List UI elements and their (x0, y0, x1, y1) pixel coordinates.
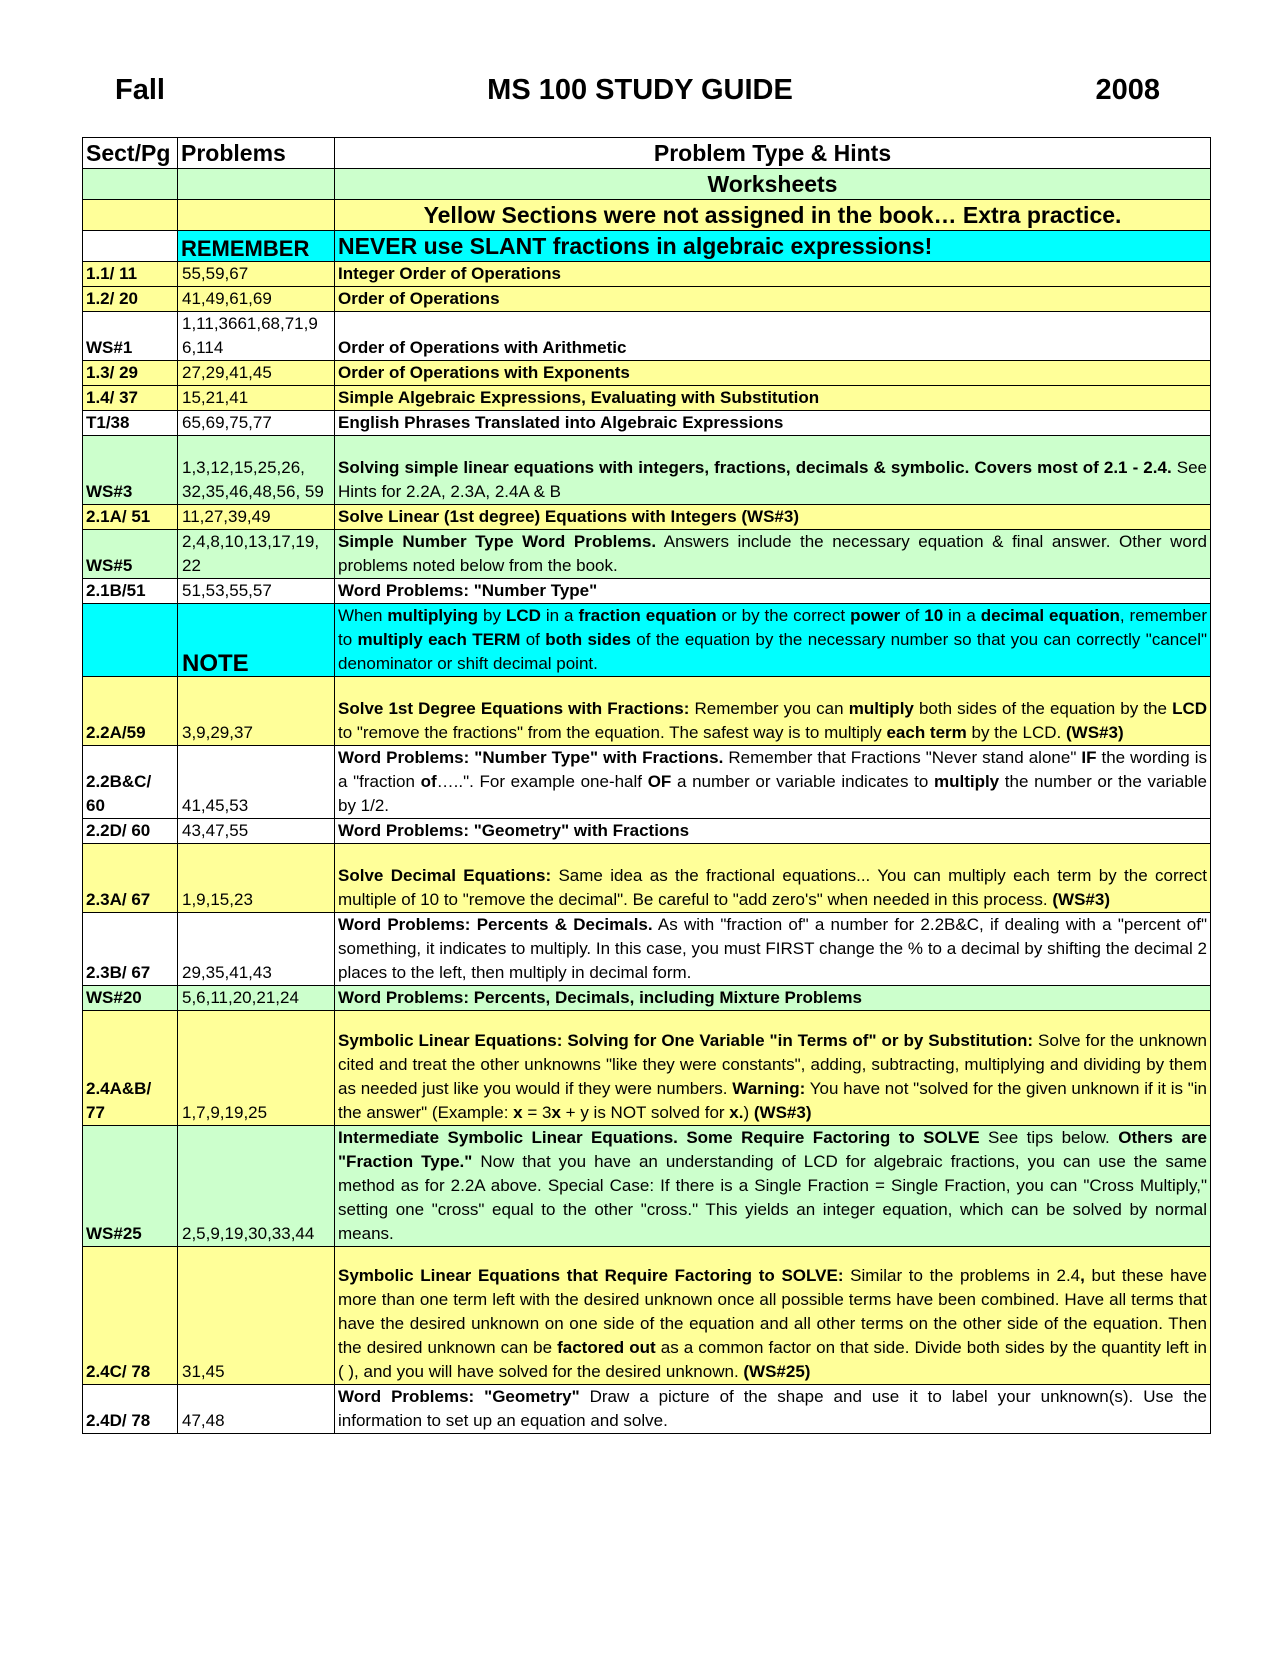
table-row (83, 386, 1211, 411)
text-run: When (338, 606, 388, 625)
text-run: in a (540, 606, 579, 625)
bold-text-run: IF (1081, 748, 1097, 767)
section-page-cell: 2.3A/ 67 (83, 844, 178, 913)
problem-type-hints-cell (335, 287, 1211, 312)
remember-blank-cell (83, 231, 178, 262)
table-row (83, 262, 1211, 287)
table-row (83, 986, 1211, 1011)
column-header-problems: Problems (178, 138, 335, 169)
year-label: 2008 (1095, 74, 1160, 106)
problem-type-hints-cell (335, 262, 1211, 287)
section-page-cell: 2.1A/ 51 (83, 505, 178, 530)
bold-text-run: Intermediate Symbolic Linear Equations. Some Require Factoring to SOLVE (338, 1128, 980, 1147)
problems-cell: 55,59,67 (178, 262, 335, 287)
column-header-sect: Sect/Pg (83, 138, 178, 169)
table-row (83, 361, 1211, 386)
bold-text-run: x. (729, 1103, 744, 1122)
problems-cell: 2,4,8,10,13,17,19, 22 (178, 530, 335, 579)
text-run: Draw a picture of the shape and use it to label your unknown(s). Use the information to set up an equation and solve. (338, 1387, 1207, 1430)
text-run: Answers include the necessary equation & final answer. Other word problems noted below from the book. (338, 532, 1207, 575)
bold-text-run: Symbolic Linear Equations: Solving for One Variable "in Terms of" or by Substitution: (338, 1031, 1034, 1050)
table-row (83, 1247, 1211, 1385)
table-row (83, 844, 1211, 913)
section-page-cell: 2.4C/ 78 (83, 1247, 178, 1385)
bold-text-run: multiply each TERM (357, 630, 521, 649)
bold-text-run: factored out (557, 1338, 656, 1357)
table-row (83, 1385, 1211, 1434)
remember-label: REMEMBER (178, 231, 335, 262)
problem-type-hints-cell (335, 677, 1211, 746)
text-run: or by the correct (716, 606, 851, 625)
bold-text-run: each term (886, 723, 967, 742)
text-run: as a common factor on that side. Divide both sides by the quantity left in ( ), and you will have solved for the desired unknown. (338, 1338, 1208, 1381)
bold-text-run: x (513, 1103, 523, 1122)
bold-text-run: Order of Operations (338, 289, 500, 308)
bold-text-run: LCD (1172, 699, 1208, 718)
text-run: , remember to (338, 606, 1208, 649)
text-run: by the LCD. (966, 723, 1066, 742)
bold-text-run: (WS#3) (1066, 723, 1124, 742)
section-page-cell: 1.1/ 11 (83, 262, 178, 287)
bold-text-run: (WS#3) (1052, 890, 1110, 909)
page-header (0, 74, 1280, 114)
worksheets-label: Worksheets (335, 169, 1211, 200)
text-run: of (520, 630, 546, 649)
yellow-note-blank-cell (83, 200, 178, 231)
section-page-cell: 1.4/ 37 (83, 386, 178, 411)
bold-text-run: Solve Linear (1st degree) Equations with Integers (WS#3) (338, 507, 799, 526)
yellow-note-row (83, 200, 1211, 231)
problem-type-hints-cell (335, 819, 1211, 844)
text-run: Remember that Fractions "Never stand alone" (723, 748, 1082, 767)
problems-cell: 43,47,55 (178, 819, 335, 844)
table-row (83, 604, 1211, 677)
yellow-note-blank-cell (178, 200, 335, 231)
text-run: Similar to the problems in 2.4 (843, 1266, 1081, 1285)
problem-type-hints-cell (335, 1126, 1211, 1247)
text-run: ) (743, 1103, 754, 1122)
bold-text-run: Others are "Fraction Type." (338, 1128, 1207, 1171)
text-run: See Hints for 2.2A, 2.3A, 2.4A & B (338, 458, 1207, 501)
problems-cell: 1,7,9,19,25 (178, 1011, 335, 1126)
problem-type-hints-cell (335, 844, 1211, 913)
problem-type-hints-cell (335, 436, 1211, 505)
table-row (83, 530, 1211, 579)
table-row (83, 411, 1211, 436)
section-page-cell: 2.2A/59 (83, 677, 178, 746)
section-page-cell: 2.4D/ 78 (83, 1385, 178, 1434)
section-page-cell: T1/38 (83, 411, 178, 436)
problem-type-hints-cell (335, 386, 1211, 411)
bold-text-run: multiply (848, 699, 914, 718)
text-run: + y is NOT solved for (560, 1103, 730, 1122)
bold-text-run: x (551, 1103, 561, 1122)
problem-type-hints-cell (335, 913, 1211, 986)
section-page-cell: WS#1 (83, 312, 178, 361)
text-run: but these have more than one term left with the desired unknown once all possible terms have been combined. Have all terms that have the desired unknown on one side of the equation and all other terms on the other side of the equation. Then the desired unknown can be (338, 1266, 1207, 1357)
section-page-cell: WS#20 (83, 986, 178, 1011)
text-run: …..". For example one-half (436, 772, 648, 791)
bold-text-run: , (1080, 1266, 1085, 1285)
bold-text-run: Word Problems: Percents & Decimals. (338, 915, 653, 934)
bold-text-run: of (420, 772, 437, 791)
text-run: As with "fraction of" a number for 2.2B&C, if dealing with a "percent of" something, it indicates to multiply. In this case, you must FIRST change the % to a decimal by shifting the decimal 2 places to the left, then multiply in decimal form. (338, 915, 1207, 982)
section-page-cell: 1.3/ 29 (83, 361, 178, 386)
column-header-type: Problem Type & Hints (335, 138, 1211, 169)
problem-type-hints-cell (335, 579, 1211, 604)
study-guide-table (82, 137, 1211, 1434)
bold-text-run: Solve 1st Degree Equations with Fractions: (338, 699, 690, 718)
text-run: a number or variable indicates to (671, 772, 934, 791)
bold-text-run: (WS#3) (753, 1103, 812, 1122)
worksheets-blank-cell (83, 169, 178, 200)
text-run: Now that you have an understanding of LCD for algebraic fractions, you can use the same method as for 2.2A above. Special Case: If there is a Single Fraction = Single Fraction, you can "Cross Multiply," setting one "cross" equal to the other "cross." This yields an integer equation, which can be solved by normal means. (338, 1152, 1207, 1243)
text-run: Same idea as the fractional equations... You can multiply each term by the correct multiple of 10 to "remove the decimal". Be careful to "add zero's" when needed in this process. (338, 866, 1207, 909)
text-run: Remember you can (689, 699, 849, 718)
text-run: See tips below. (979, 1128, 1119, 1147)
table-row (83, 287, 1211, 312)
section-page-cell: 2.2B&C/ 60 (83, 746, 178, 819)
problems-cell: 11,27,39,49 (178, 505, 335, 530)
section-page-cell: 2.1B/51 (83, 579, 178, 604)
section-page-cell: WS#25 (83, 1126, 178, 1247)
text-run: both sides of the equation by the (913, 699, 1173, 718)
text-run: to "remove the fractions" from the equation. The safest way is to multiply (338, 723, 887, 742)
text-run: in a (943, 606, 981, 625)
problems-cell: 47,48 (178, 1385, 335, 1434)
table-row (83, 1011, 1211, 1126)
text-run: of (900, 606, 925, 625)
text-run: You have not "solved for the given unknown if it is "in the answer" (Example: (338, 1079, 1208, 1122)
bold-text-run: multiplying (387, 606, 479, 625)
problems-cell: 29,35,41,43 (178, 913, 335, 986)
section-page-cell (83, 604, 178, 677)
bold-text-run: Solve Decimal Equations: (338, 866, 552, 885)
problems-cell: 2,5,9,19,30,33,44 (178, 1126, 335, 1247)
bold-text-run: Order of Operations with Arithmetic (338, 338, 627, 357)
table-row (83, 677, 1211, 746)
problems-cell: 27,29,41,45 (178, 361, 335, 386)
page-title: MS 100 STUDY GUIDE (487, 74, 793, 106)
bold-text-run: Order of Operations with Exponents (338, 363, 630, 382)
section-page-cell: 2.2D/ 60 (83, 819, 178, 844)
bold-text-run: both sides (545, 630, 631, 649)
problem-type-hints-cell (335, 986, 1211, 1011)
table-row (83, 505, 1211, 530)
text-run: by (478, 606, 506, 625)
remember-row (83, 231, 1211, 262)
worksheets-row (83, 169, 1211, 200)
table-row (83, 436, 1211, 505)
table-row (83, 579, 1211, 604)
problem-type-hints-cell (335, 1011, 1211, 1126)
problem-type-hints-cell (335, 505, 1211, 530)
bold-text-run: Simple Algebraic Expressions, Evaluating with Substitution (338, 388, 820, 407)
column-header-row (83, 138, 1211, 169)
problems-cell: 51,53,55,57 (178, 579, 335, 604)
problem-type-hints-cell (335, 411, 1211, 436)
bold-text-run: 10 (924, 606, 944, 625)
problems-cell: 3,9,29,37 (178, 677, 335, 746)
problem-type-hints-cell (335, 312, 1211, 361)
bold-text-run: Word Problems: Percents, Decimals, including Mixture Problems (338, 988, 862, 1007)
remember-text: NEVER use SLANT fractions in algebraic expressions! (335, 231, 1211, 262)
worksheets-blank-cell (178, 169, 335, 200)
problem-type-hints-cell (335, 604, 1211, 677)
text-run: = 3 (522, 1103, 552, 1122)
bold-text-run: power (850, 606, 901, 625)
problems-cell: 31,45 (178, 1247, 335, 1385)
problem-type-hints-cell (335, 1385, 1211, 1434)
section-page-cell: 1.2/ 20 (83, 287, 178, 312)
bold-text-run: decimal equation (980, 606, 1120, 625)
table-row (83, 913, 1211, 986)
text-run: of the equation by the necessary number so that you can correctly "cancel" denominator or shift decimal point. (338, 630, 1208, 673)
bold-text-run: LCD (505, 606, 541, 625)
semester-label: Fall (115, 74, 165, 106)
bold-text-run: Solving simple linear equations with integers, fractions, decimals & symbolic. Covers most of 2.1 - 2.4. (338, 458, 1172, 477)
section-page-cell: WS#5 (83, 530, 178, 579)
note-label: NOTE (178, 604, 335, 677)
bold-text-run: Word Problems: "Number Type" (338, 581, 598, 600)
bold-text-run: Symbolic Linear Equations that Require Factoring to SOLVE: (338, 1266, 844, 1285)
problems-cell: 15,21,41 (178, 386, 335, 411)
problem-type-hints-cell (335, 1247, 1211, 1385)
text-run: the number or the variable by 1/2. (338, 772, 1208, 815)
yellow-note-text: Yellow Sections were not assigned in the book… Extra practice. (335, 200, 1211, 231)
section-page-cell: 2.3B/ 67 (83, 913, 178, 986)
problems-cell: 41,45,53 (178, 746, 335, 819)
table-row (83, 312, 1211, 361)
bold-text-run: multiply (933, 772, 1000, 791)
section-page-cell: WS#3 (83, 436, 178, 505)
bold-text-run: (WS#25) (743, 1362, 811, 1381)
problems-cell: 65,69,75,77 (178, 411, 335, 436)
problem-type-hints-cell (335, 361, 1211, 386)
problem-type-hints-cell (335, 530, 1211, 579)
section-page-cell: 2.4A&B/ 77 (83, 1011, 178, 1126)
bold-text-run: fraction equation (578, 606, 717, 625)
bold-text-run: Warning: (732, 1079, 806, 1098)
problems-cell: 41,49,61,69 (178, 287, 335, 312)
problems-cell: 5,6,11,20,21,24 (178, 986, 335, 1011)
bold-text-run: Word Problems: "Geometry" (338, 1387, 580, 1406)
bold-text-run: Word Problems: "Number Type" with Fractions. (338, 748, 724, 767)
text-run: the wording is a "fraction (338, 748, 1207, 791)
problems-cell: 1,9,15,23 (178, 844, 335, 913)
text-run: Solve for the unknown cited and treat the other unknowns "like they were constants", adding, subtracting, multiplying and dividing by them as needed just like you would if they were numbers. (338, 1031, 1207, 1098)
problems-cell: 1,11,3661,68,71,9 6,114 (178, 312, 335, 361)
table-row (83, 1126, 1211, 1247)
bold-text-run: English Phrases Translated into Algebraic Expressions (338, 413, 784, 432)
bold-text-run: Word Problems: "Geometry" with Fractions (338, 821, 690, 840)
bold-text-run: OF (647, 772, 672, 791)
problems-cell: 1,3,12,15,25,26, 32,35,46,48,56, 59 (178, 436, 335, 505)
table-row (83, 819, 1211, 844)
problem-type-hints-cell (335, 746, 1211, 819)
bold-text-run: Integer Order of Operations (338, 264, 561, 283)
bold-text-run: Simple Number Type Word Problems. (338, 532, 657, 551)
table-row (83, 746, 1211, 819)
